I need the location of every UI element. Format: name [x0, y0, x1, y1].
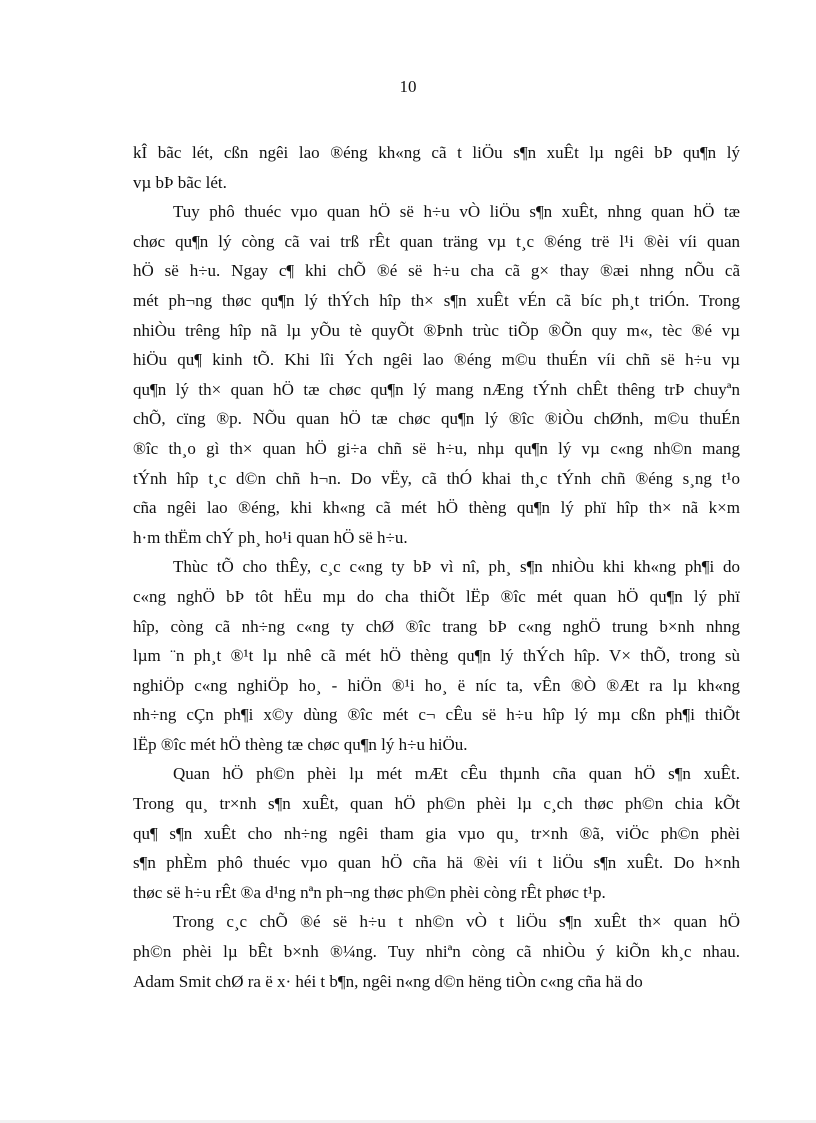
text-line: hîp, còng cã nh÷ng c«ng ty chØ ®îc trang bÞ c«ng nghÖ trung b×nh nhng	[133, 616, 740, 636]
text-line: nhiÒu trêng hîp nã lµ yÕu tè quyÕt ®Þnh trùc tiÕp ®Õn quy m«, tèc ®é vµ	[133, 320, 740, 340]
text-line: ph©n phèi lµ bÊt b×nh ®¼ng. Tuy nhiªn còng cã nhiÒu ý kiÕn kh¸c nhau.	[133, 942, 740, 962]
text-line: Tuy phô thuéc vµo quan hÖ së h÷u vÒ liÖu s¶n xuÊt, nhng quan hÖ tæ	[173, 202, 740, 222]
paragraph	[133, 138, 740, 197]
text-line: kÎ bãc lét, cßn ngêi lao ®éng kh«ng cã t liÖu s¶n xuÊt lµ ngêi bÞ qu¶n lý	[133, 143, 740, 162]
text-line: hÖ së h÷u. Ngay c¶ khi chÕ ®é së h÷u cha cã g× thay ®æi nhng nÕu cã	[133, 261, 740, 281]
paragraph	[133, 552, 740, 759]
text-line: s¶n phÈm phô thuéc vµo quan hÖ cña hä ®èi víi t liÖu s¶n xuÊt. Do h×nh	[133, 853, 740, 873]
text-line: Thùc tÕ cho thÊy, c¸c c«ng ty bÞ vì nî, ph¸ s¶n nhiÒu khi kh«ng ph¶i do	[173, 557, 740, 577]
text-line: Trong qu¸ tr×nh s¶n xuÊt, quan hÖ ph©n phèi lµ c¸ch thøc ph©n chia kÕt	[133, 794, 740, 814]
text-line: c«ng nghÖ bÞ tôt hËu mµ do cha thiÕt lËp ®îc mét quan hÖ qu¶n lý phï	[133, 586, 740, 606]
text-line: mét ph¬ng thøc qu¶n lý thÝch hîp th× s¶n xuÊt vÉn cã bíc ph¸t triÓn. Trong	[133, 290, 740, 310]
text-line: Adam Smit chØ ra ë x· héi t b¶n, ngêi n«ng d©n hëng tiÒn c«ng cña hä do	[133, 971, 643, 991]
paragraph	[133, 907, 740, 996]
text-line: Quan hÖ ph©n phèi lµ mét mÆt cÊu thµnh cña quan hÖ s¶n xuÊt.	[173, 764, 740, 784]
page-number: 10	[399, 77, 417, 96]
paragraph	[133, 759, 740, 907]
text-line: Trong c¸c chÕ ®é së h÷u t nh©n vÒ t liÖu s¶n xuÊt th× quan hÖ	[173, 912, 740, 932]
text-line: chÕ, cïng ®p. NÕu quan hÖ tæ chøc qu¶n lý ®îc ®iÒu chØnh, m©u thuÉn	[133, 409, 740, 429]
text-line: nghiÖp c«ng nghiÖp ho¸ - hiÖn ®¹i ho¸ ë níc ta, vÊn ®Ò ®Æt ra lµ kh«ng	[133, 675, 740, 695]
text-line: qu¶n lý th× quan hÖ tæ chøc qu¶n lý mang nÆng tÝnh chÊt thêng trÞ chuyªn	[133, 379, 740, 399]
paragraph	[133, 197, 740, 552]
text-line: thøc së h÷u rÊt ®a d¹ng nªn ph¬ng thøc ph©n phèi còng rÊt phøc t¹p.	[133, 882, 606, 902]
text-line: h·m thËm chÝ ph¸ ho¹i quan hÖ së h÷u.	[133, 527, 408, 547]
text-line: chøc qu¶n lý còng cã vai trß rÊt quan träng vµ t¸c ®éng trë l¹i ®èi víi quan	[133, 231, 740, 251]
text-line: vµ bÞ bãc lét.	[133, 172, 227, 192]
text-line: nh÷ng cÇn ph¶i x©y dùng ®îc mét c¬ cÊu së h÷u hîp lý mµ cßn ph¶i thiÕt	[133, 705, 740, 725]
body-text	[133, 138, 740, 996]
text-line: ®îc th¸o gì th× quan hÖ gi÷a chñ së h÷u, nhµ qu¶n lý vµ c«ng nh©n mang	[133, 438, 740, 458]
text-line: cña ngêi lao ®éng, khi kh«ng cã mét hÖ thèng qu¶n lý phï hîp th× nã k×m	[133, 498, 740, 518]
text-line: lËp ®îc mét hÖ thèng tæ chøc qu¶n lý h÷u hiÖu.	[133, 734, 468, 754]
text-line: qu¶ s¶n xuÊt cho nh÷ng ngêi tham gia vµo qu¸ tr×nh ®ã, viÖc ph©n phèi	[133, 823, 740, 843]
text-line: lµm ¨n ph¸t ®¹t lµ nhê cã mét hÖ thèng qu¶n lý thÝch hîp. V× thÕ, trong sù	[133, 646, 740, 666]
text-line: hiÖu qu¶ kinh tÕ. Khi lîi Ých ngêi lao ®éng m©u thuÉn víi chñ së h÷u vµ	[133, 350, 740, 370]
text-line: tÝnh hîp t¸c d©n chñ h¬n. Do vËy, cã thÓ khai th¸c tÝnh chñ ®éng s¸ng t¹o	[133, 468, 740, 488]
